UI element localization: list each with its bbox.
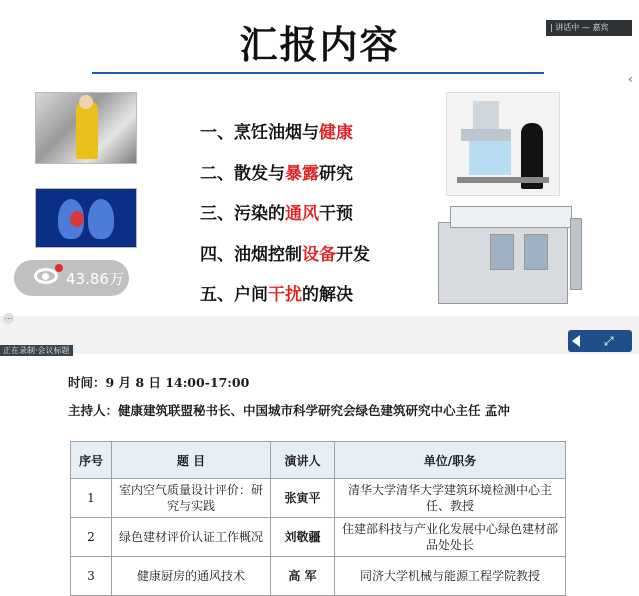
collapse-icon[interactable]: ‹ xyxy=(628,72,633,86)
event-time: 时间：9 月 8 日 14:00-17:00 xyxy=(68,375,250,390)
header-topic: 题 目 xyxy=(112,442,271,479)
view-count: 43.86万 xyxy=(66,270,124,288)
player-divider xyxy=(0,316,639,354)
lung-xray-photo xyxy=(35,188,137,248)
player-controls[interactable] xyxy=(568,330,632,352)
eye-icon xyxy=(34,268,58,284)
speaker-tag-text: | 讲话中 — 嘉宾 xyxy=(550,23,609,32)
table-row xyxy=(71,518,566,557)
agenda-item: 四、油烟控制设备开发 xyxy=(200,244,370,265)
cell-speaker: 高 军 xyxy=(271,557,335,596)
cell-no: 2 xyxy=(71,518,112,557)
cell-org: 同济大学机械与能源工程学院教授 xyxy=(335,557,566,596)
recording-label: 正在录制·会议标题 xyxy=(0,345,73,356)
speaker-table xyxy=(70,441,566,596)
range-hood-diagram xyxy=(446,92,560,196)
cell-topic: 室内空气质量设计评价：研究与实践 xyxy=(112,479,271,518)
agenda-item: 一、烹饪油烟与健康 xyxy=(200,123,353,143)
agenda-document xyxy=(0,356,639,589)
agenda-item: 三、污染的通风干预 xyxy=(200,204,353,224)
table-header-row xyxy=(71,442,566,479)
cell-topic: 绿色建材评价认证工作概况 xyxy=(112,518,271,557)
agenda-list xyxy=(200,118,370,321)
cell-no: 3 xyxy=(71,557,112,596)
more-icon[interactable]: ⋯ xyxy=(4,314,13,323)
cell-org: 住建部科技与产业化发展中心绿色建材部品处处长 xyxy=(335,518,566,557)
cooking-smoke-photo xyxy=(35,92,137,164)
title-underline xyxy=(92,72,544,74)
header-speaker: 演讲人 xyxy=(271,442,335,479)
view-count-badge xyxy=(14,260,129,296)
table-row xyxy=(71,479,566,518)
header-org: 单位/职务 xyxy=(335,442,566,479)
header-no: 序号 xyxy=(71,442,112,479)
cell-org: 清华大学清华大学建筑环境检测中心主任、教授 xyxy=(335,479,566,518)
slide-title: 汇报内容 xyxy=(239,23,400,67)
back-arrow-icon[interactable] xyxy=(572,335,580,347)
fullscreen-icon[interactable]: ⤢ xyxy=(604,334,614,348)
agenda-item: 二、散发与暴露研究 xyxy=(200,163,353,184)
agenda-item: 五、户间干扰的解决 xyxy=(200,285,353,305)
cell-topic: 健康厨房的通风技术 xyxy=(112,557,271,596)
live-dot-icon xyxy=(55,264,63,272)
kitchen-ventilation-3d-diagram xyxy=(430,198,586,316)
cell-speaker: 刘敬疆 xyxy=(271,518,335,557)
cell-speaker: 张寅平 xyxy=(271,479,335,518)
table-row xyxy=(71,557,566,596)
event-host: 主持人：健康建筑联盟秘书长、中国城市科学研究会绿色建筑研究中心主任 孟冲 xyxy=(68,403,510,418)
cell-no: 1 xyxy=(71,479,112,518)
